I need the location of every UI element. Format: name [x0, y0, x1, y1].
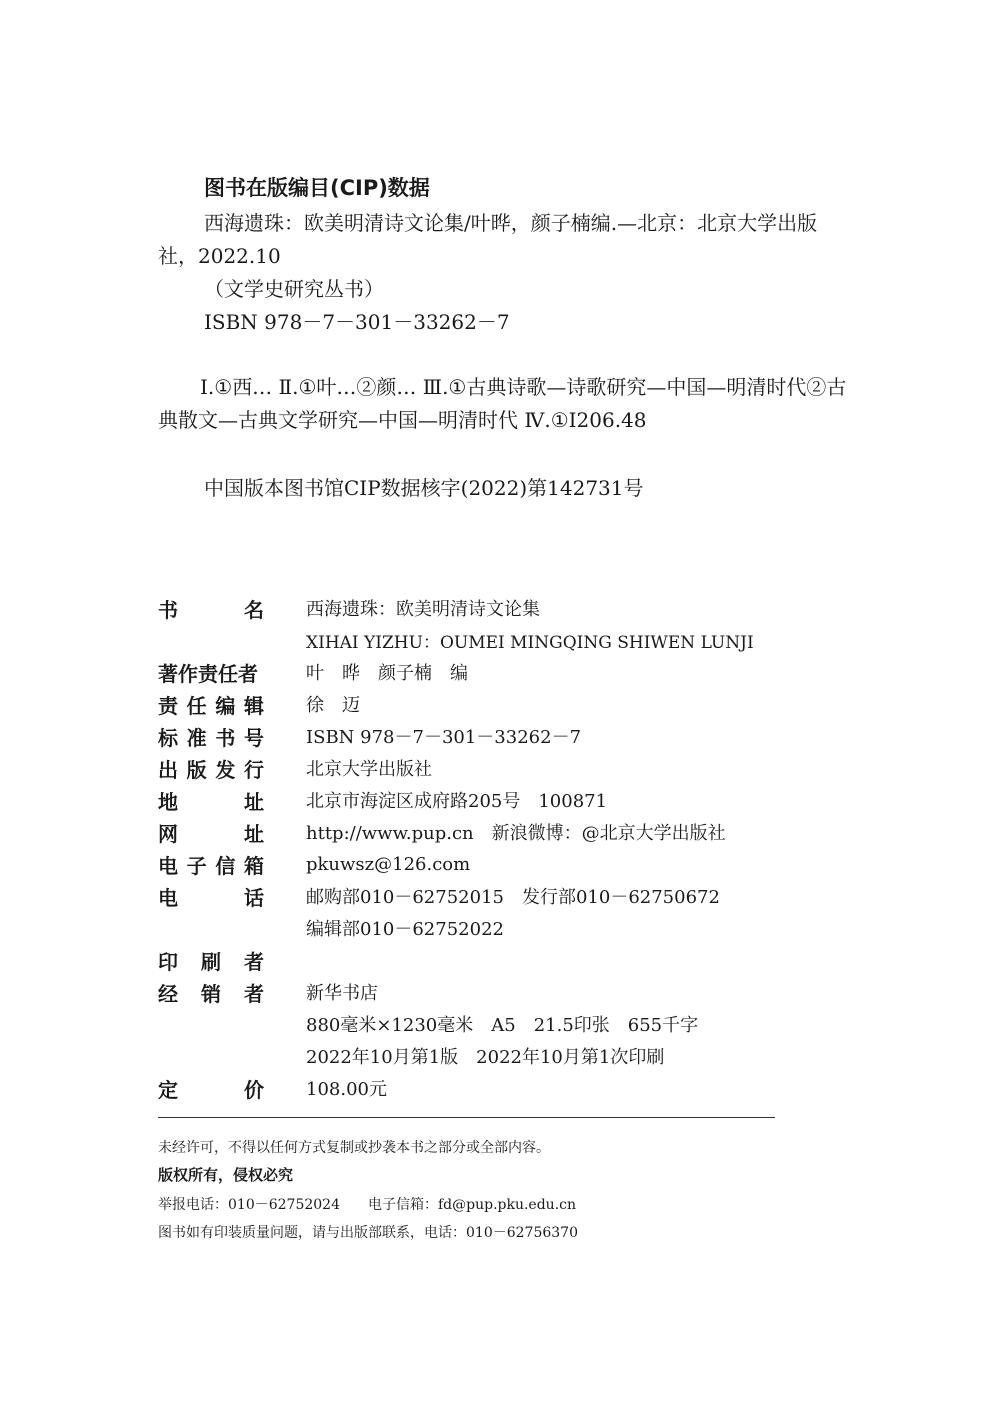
report-contact: 举报电话：010－62752024 电子信箱：fd@pup.pku.edu.cn [158, 1197, 576, 1213]
copyright-notice: 未经许可，不得以任何方式复制或抄袭本书之部分或全部内容。 [158, 1140, 550, 1156]
book-title-pinyin: XIHAI YIZHU：OUMEI MINGQING SHIWEN LUNJI [306, 632, 754, 653]
row-author [158, 656, 798, 688]
label-editor: 责 任 编 辑 [158, 693, 264, 718]
label-price: 定 价 [158, 1077, 264, 1102]
label-author: 著作责任者 [158, 661, 258, 686]
cip-series: （文学史研究丛书） [204, 277, 384, 301]
row-printer [158, 944, 798, 976]
label-printer: 印 刷 者 [158, 949, 264, 974]
row-isbn [158, 720, 798, 752]
label-publisher: 出 版 发 行 [158, 757, 264, 782]
editor: 徐 迈 [306, 695, 360, 716]
label-distributor: 经 销 者 [158, 981, 264, 1006]
label-phone: 电 话 [158, 885, 264, 910]
cip-classification: Ⅰ.①西… Ⅱ.①叶…②颜… Ⅲ.①古典诗歌—诗歌研究—中国—明清时代②古典散文—古典文学研究—中国—明清时代 Ⅳ.①I206.48 [158, 375, 847, 432]
row-address [158, 784, 798, 816]
row-price [158, 1072, 798, 1104]
label-title: 书 名 [158, 597, 264, 622]
row-title [158, 592, 798, 624]
cip-description: 西海遗珠：欧美明清诗文论集/叶晔，颜子楠编.—北京：北京大学出版社，2022.10 [158, 211, 818, 268]
author: 叶 晔 颜子楠 编 [306, 663, 468, 684]
row-email [158, 848, 798, 880]
phone-primary: 邮购部010－62752015 发行部010－62750672 [306, 887, 720, 908]
label-website: 网 址 [158, 821, 264, 846]
cip-record-number: 中国版本图书馆CIP数据核字(2022)第142731号 [204, 476, 644, 500]
row-publisher [158, 752, 798, 784]
row-format [158, 1008, 798, 1040]
quality-contact: 图书如有印装质量问题，请与出版部联系，电话：010－62756370 [158, 1225, 578, 1241]
row-title-pinyin [158, 624, 798, 656]
row-edition [158, 1040, 798, 1072]
label-email: 电 子 信 箱 [158, 853, 264, 878]
isbn: ISBN 978－7－301－33262－7 [306, 727, 582, 748]
label-isbn: 标 准 书 号 [158, 725, 264, 750]
row-distributor [158, 976, 798, 1008]
cip-title: 图书在版编目(CIP)数据 [204, 176, 430, 200]
edition-info: 2022年10月第1版 2022年10月第1次印刷 [306, 1047, 665, 1068]
publication-info-table [158, 592, 798, 1104]
row-editor [158, 688, 798, 720]
label-address: 地 址 [158, 789, 264, 814]
address: 北京市海淀区成府路205号 100871 [306, 791, 608, 812]
book-title: 西海遗珠：欧美明清诗文论集 [306, 599, 540, 620]
row-phone-2 [158, 912, 798, 944]
rights-reserved: 版权所有，侵权必究 [158, 1166, 294, 1184]
distributor: 新华书店 [306, 983, 378, 1004]
book-format: 880毫米×1230毫米 A5 21.5印张 655千字 [306, 1015, 699, 1036]
email: pkuwsz@126.com [306, 853, 471, 875]
price: 108.00元 [306, 1079, 387, 1100]
cip-isbn: ISBN 978－7－301－33262－7 [204, 310, 510, 334]
divider [158, 1117, 775, 1118]
row-phone [158, 880, 798, 912]
publisher: 北京大学出版社 [306, 759, 432, 780]
phone-editorial: 编辑部010－62752022 [306, 919, 504, 940]
row-website [158, 816, 798, 848]
website: http://www.pup.cn 新浪微博：@北京大学出版社 [306, 823, 726, 844]
